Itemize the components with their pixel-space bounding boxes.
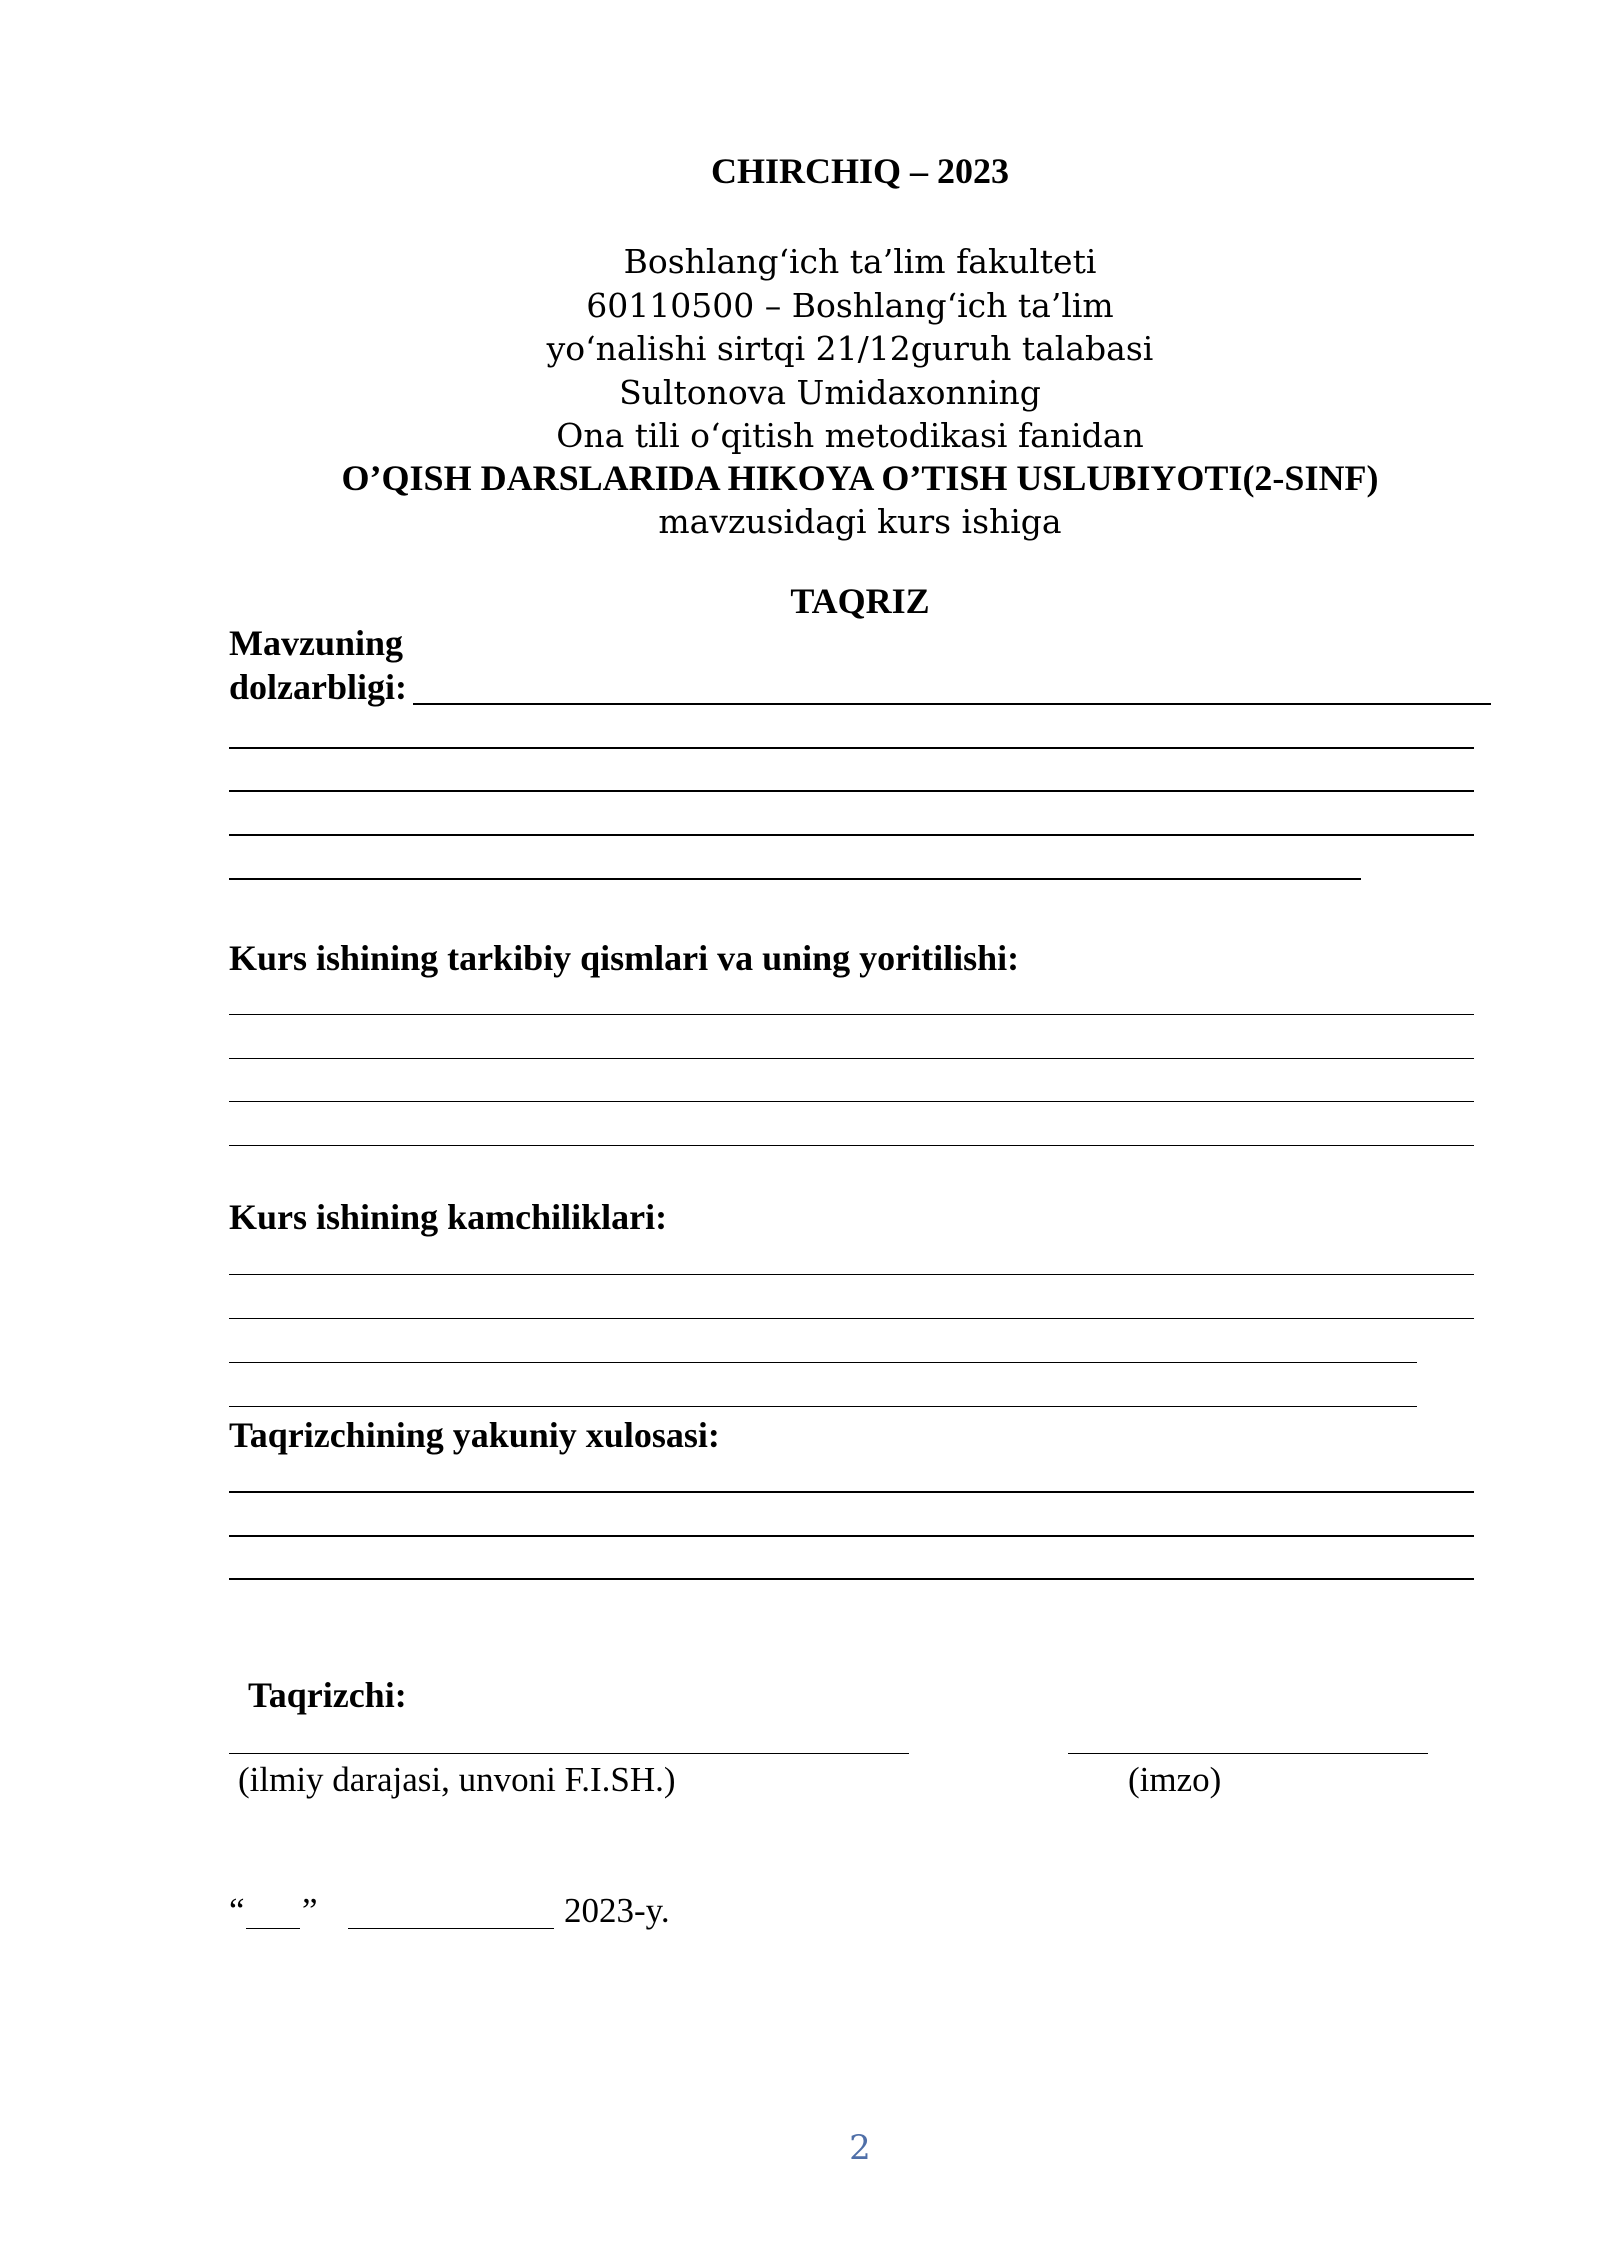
- structure-fill-line: [229, 1145, 1474, 1146]
- structure-fill-line: [229, 1014, 1474, 1015]
- structure-label: Kurs ishining tarkibiy qismlari va uning yoritilishi:: [229, 938, 1020, 978]
- relevance-fill-line: [413, 703, 1491, 705]
- shortcomings-fill-line: [229, 1362, 1417, 1363]
- conclusion-fill-line: [229, 1535, 1474, 1537]
- relevance-fill-line: [229, 790, 1474, 792]
- reviewer-signature-caption: (imzo): [1128, 1760, 1222, 1799]
- conclusion-label: Taqrizchining yakuniy xulosasi:: [229, 1415, 720, 1455]
- reviewer-name-caption: (ilmiy darajasi, unvoni F.I.SH.): [238, 1760, 676, 1799]
- shortcomings-fill-line: [229, 1274, 1474, 1275]
- relevance-label-line1: Mavzuning: [229, 623, 404, 663]
- relevance-label-line2: dolzarbligi:: [229, 667, 407, 707]
- topic-subtitle: mavzusidagi kurs ishiga: [658, 502, 1062, 541]
- student-name-line: Sultonova Umidaxonning: [619, 373, 1041, 412]
- relevance-fill-line: [229, 878, 1361, 880]
- structure-fill-line: [229, 1058, 1474, 1059]
- group-line: yo‘nalishi sirtqi 21/12guruh talabasi: [546, 329, 1154, 368]
- structure-fill-line: [229, 1101, 1474, 1102]
- review-title: TAQRIZ: [790, 581, 930, 621]
- relevance-fill-line: [229, 834, 1474, 836]
- document-header-city-year: CHIRCHIQ – 2023: [710, 151, 1010, 191]
- faculty-line: Boshlang‘ich ta’lim fakulteti: [623, 242, 1097, 281]
- conclusion-fill-line: [229, 1491, 1474, 1493]
- reviewer-label: Taqrizchi:: [248, 1675, 407, 1715]
- date-month-blank: [348, 1928, 554, 1929]
- reviewer-signature-line: [1068, 1753, 1428, 1754]
- specialty-line: 60110500 – Boshlang‘ich ta’lim: [586, 286, 1114, 325]
- reviewer-name-line: [229, 1753, 909, 1754]
- date-day-close-quote: ”: [302, 1891, 318, 1930]
- shortcomings-fill-line: [229, 1318, 1474, 1319]
- shortcomings-fill-line: [229, 1406, 1417, 1407]
- date-day-blank: [246, 1928, 300, 1929]
- conclusion-fill-line: [229, 1578, 1474, 1580]
- page-number: 2: [849, 2128, 871, 2168]
- date-year: 2023-y.: [564, 1891, 670, 1930]
- course-work-topic: O’QISH DARSLARIDA HIKOYA O’TISH USLUBIYOTI(2-SINF): [341, 458, 1379, 498]
- relevance-fill-line: [229, 747, 1474, 749]
- subject-line: Ona tili o‘qitish metodikasi fanidan: [556, 416, 1144, 455]
- date-day-open-quote: “: [229, 1891, 245, 1930]
- shortcomings-label: Kurs ishining kamchiliklari:: [229, 1197, 668, 1237]
